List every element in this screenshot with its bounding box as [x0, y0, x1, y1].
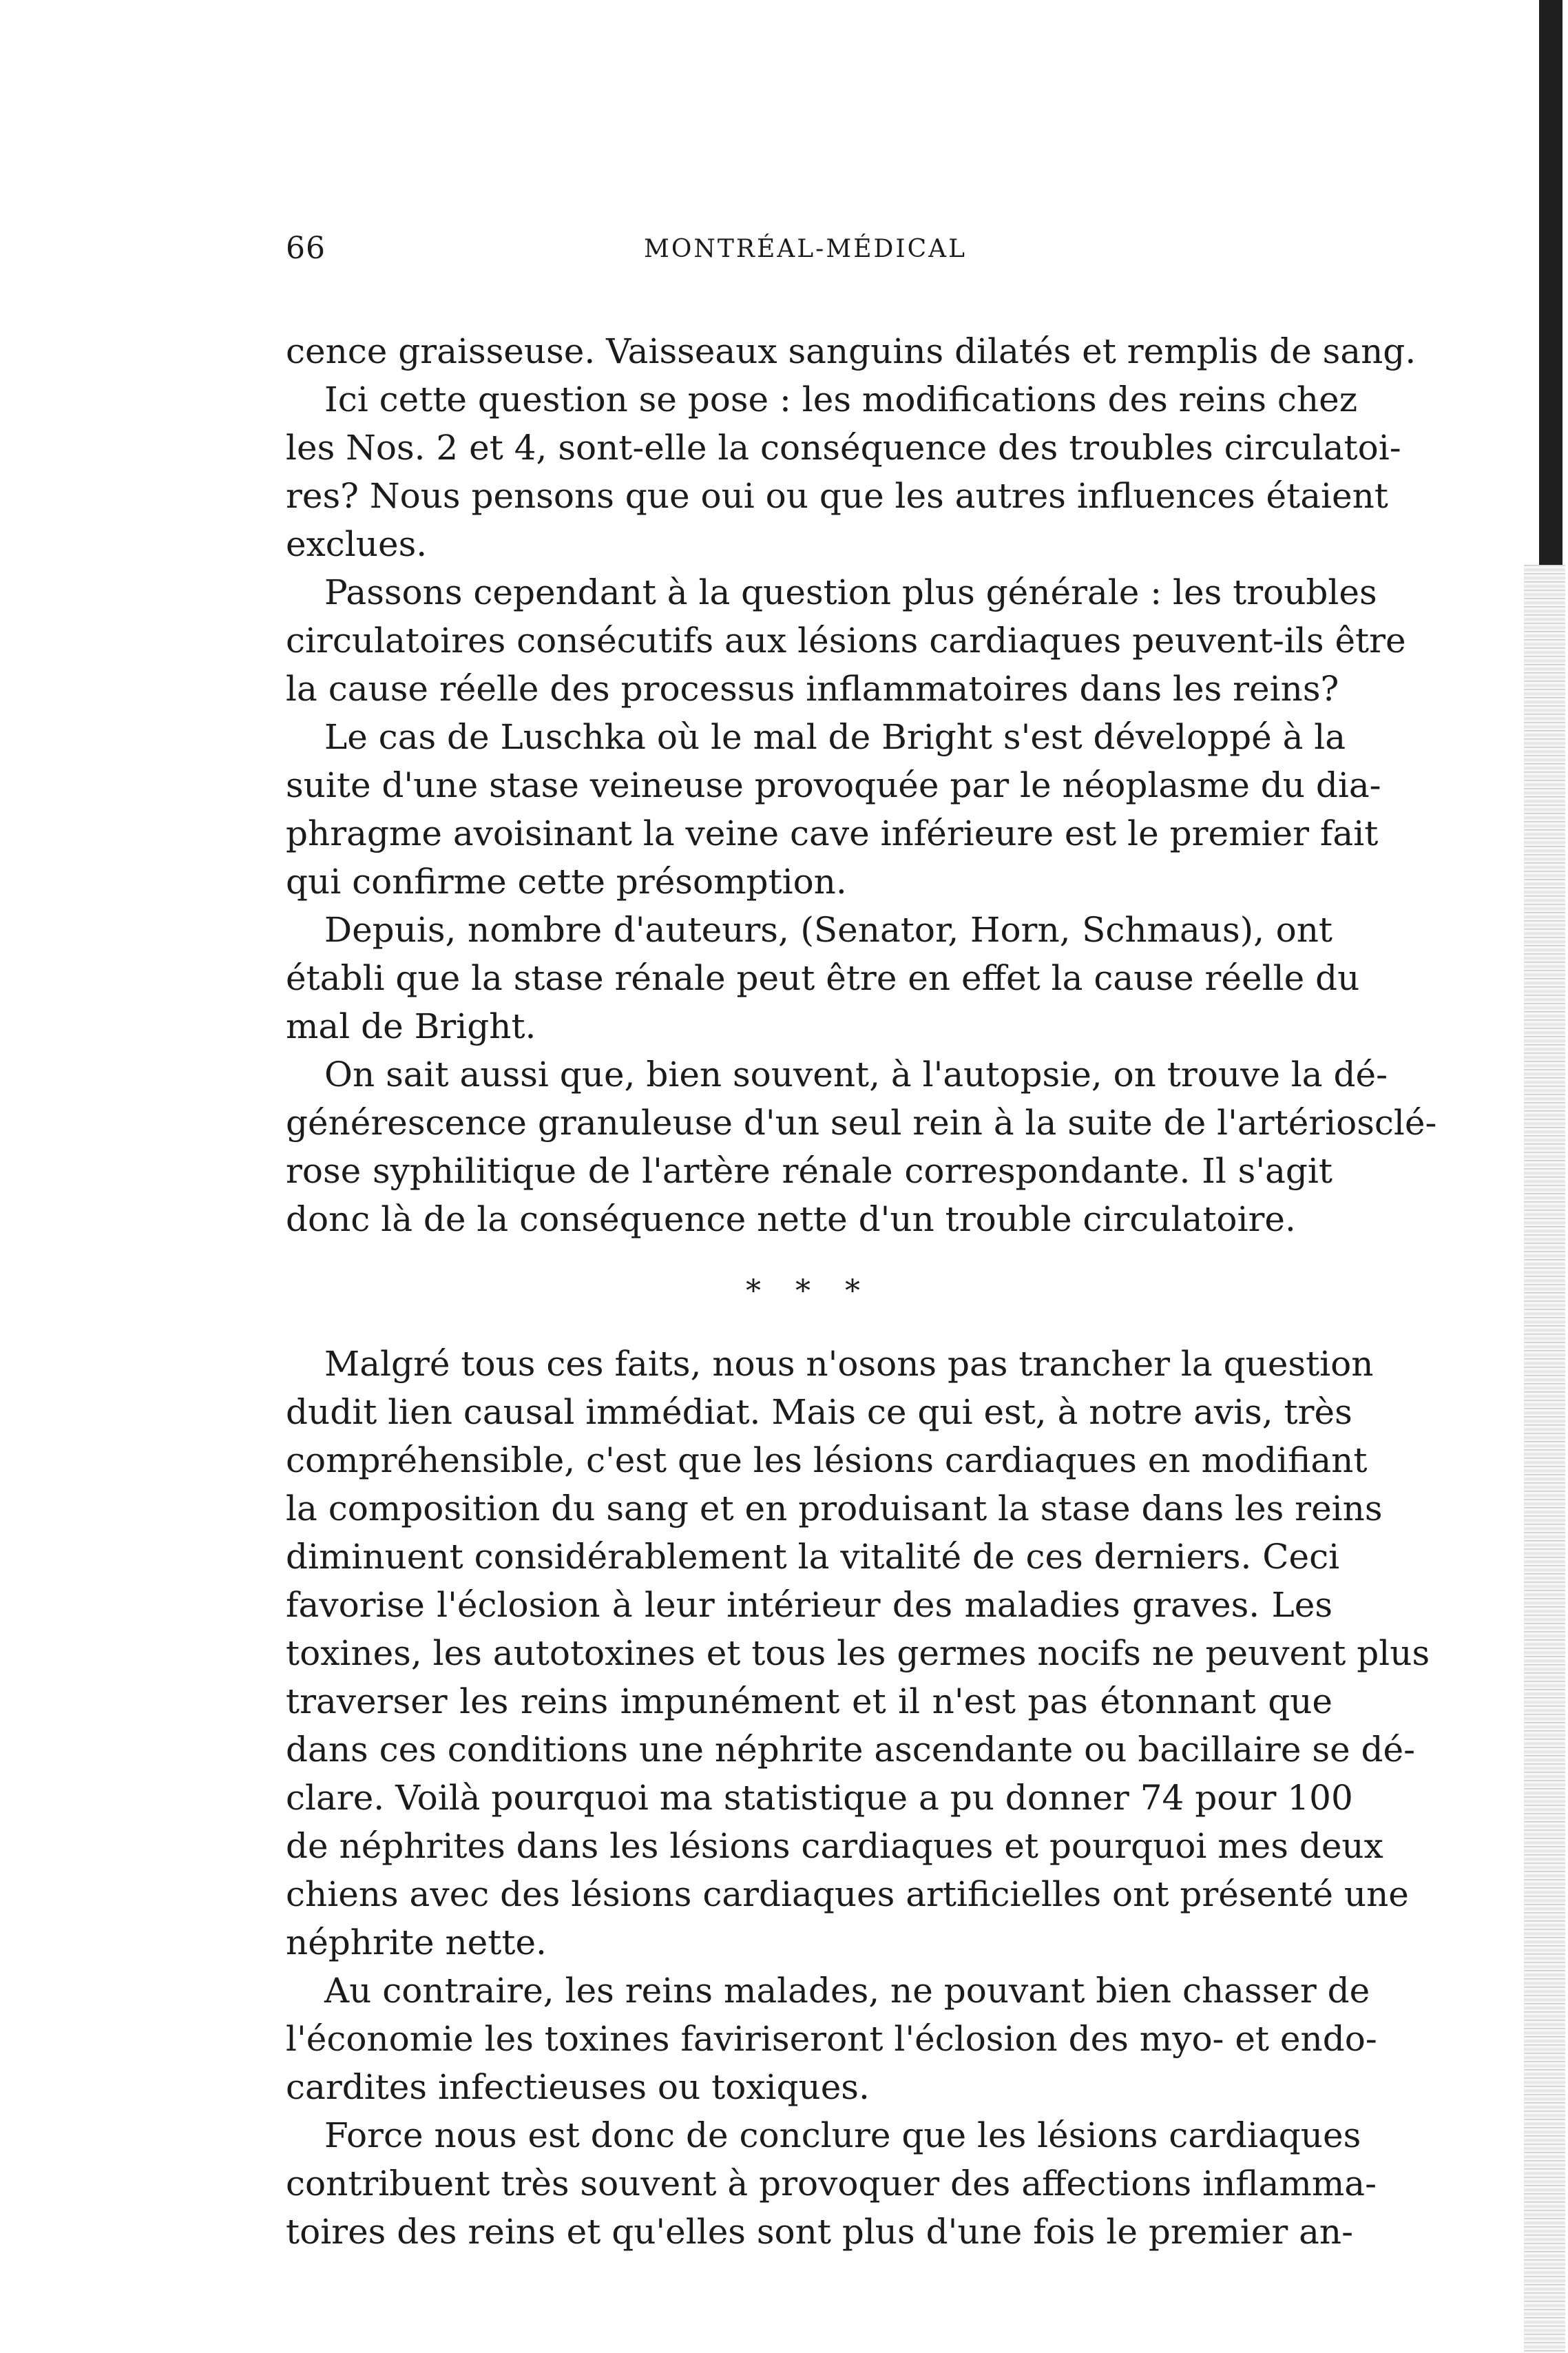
text-line: toires des reins et qu'elles sont plus d'une fois le premier an- — [286, 2212, 1354, 2252]
text-line: Force nous est donc de conclure que les lésions cardiaques — [324, 2115, 1361, 2155]
text-line: de néphrites dans les lésions cardiaques et pourquoi mes deux — [286, 1826, 1383, 1866]
text-line: cence graisseuse. Vaisseaux sanguins dilatés et remplis de sang. — [286, 331, 1417, 371]
text-line: phragme avoisinant la veine cave inférieure est le premier fait — [286, 813, 1379, 853]
text-line: rose syphilitique de l'artère rénale correspondante. Il s'agit — [286, 1151, 1332, 1191]
page-number: 66 — [286, 231, 326, 266]
scan-edge-dark-band — [1539, 0, 1562, 565]
text-line: mal de Bright. — [286, 1006, 536, 1046]
text-line: Au contraire, les reins malades, ne pouvant bien chasser de — [324, 1971, 1370, 2011]
running-head — [286, 231, 1332, 279]
text-line: Passons cependant à la question plus générale : les troubles — [324, 572, 1377, 612]
text-line: On sait aussi que, bien souvent, à l'autopsie, on trouve la dé- — [324, 1055, 1388, 1095]
scan-edge-artifact — [1499, 0, 1568, 2353]
text-line: diminuent considérablement la vitalité de ces derniers. Ceci — [286, 1537, 1340, 1577]
section-separator: * * * — [746, 1274, 872, 1309]
text-line: suite d'une stase veineuse provoquée par le néoplasme du dia- — [286, 765, 1381, 805]
text-line: circulatoires consécutifs aux lésions cardiaques peuvent-ils être — [286, 621, 1406, 661]
journal-title: MONTRÉAL-MÉDICAL — [644, 235, 968, 263]
text-line: contribuent très souvent à provoquer des affections inflamma- — [286, 2164, 1377, 2204]
text-line: Depuis, nombre d'auteurs, (Senator, Horn, Schmaus), ont — [324, 910, 1332, 950]
text-line: Malgré tous ces faits, nous n'osons pas trancher la question — [324, 1344, 1374, 1384]
text-line: chiens avec des lésions cardiaques artificielles ont présenté une — [286, 1874, 1409, 1914]
text-line: res? Nous pensons que oui ou que les autres influences étaient — [286, 476, 1388, 516]
text-line: traverser les reins impunément et il n'est pas étonnant que — [286, 1681, 1332, 1721]
text-line: exclues. — [286, 524, 428, 564]
text-line: la cause réelle des processus inflammatoires dans les reins? — [286, 669, 1339, 709]
text-line: toxines, les autotoxines et tous les germes nocifs ne peuvent plus — [286, 1633, 1430, 1673]
text-line: la composition du sang et en produisant la stase dans les reins — [286, 1489, 1383, 1528]
text-line: Le cas de Luschka où le mal de Bright s'est développé à la — [324, 717, 1346, 757]
text-line: les Nos. 2 et 4, sont-elle la conséquence des troubles circulatoi- — [286, 428, 1401, 468]
text-line: néphrite nette. — [286, 1922, 547, 1962]
text-line: cardites infectieuses ou toxiques. — [286, 2067, 870, 2107]
text-line: qui confirme cette présomption. — [286, 862, 847, 902]
text-line: générescence granuleuse d'un seul rein à la suite de l'artériosclé- — [286, 1103, 1437, 1143]
text-line: dans ces conditions une néphrite ascendante ou bacillaire se dé- — [286, 1730, 1415, 1770]
text-line: donc là de la conséquence nette d'un trouble circulatoire. — [286, 1199, 1296, 1239]
text-line: établi que la stase rénale peut être en effet la cause réelle du — [286, 958, 1360, 998]
scan-edge-speckle — [1524, 565, 1565, 2353]
body-text — [286, 327, 1437, 2256]
text-line: favorise l'éclosion à leur intérieur des maladies graves. Les — [286, 1585, 1332, 1625]
text-line: compréhensible, c'est que les lésions cardiaques en modifiant — [286, 1440, 1368, 1480]
text-line: dudit lien causal immédiat. Mais ce qui est, à notre avis, très — [286, 1392, 1352, 1432]
text-line: l'économie les toxines faviriseront l'éclosion des myo- et endo- — [286, 2019, 1377, 2059]
text-line: clare. Voilà pourquoi ma statistique a pu donner 74 pour 100 — [286, 1778, 1353, 1818]
text-line: Ici cette question se pose : les modifications des reins chez — [324, 380, 1358, 419]
